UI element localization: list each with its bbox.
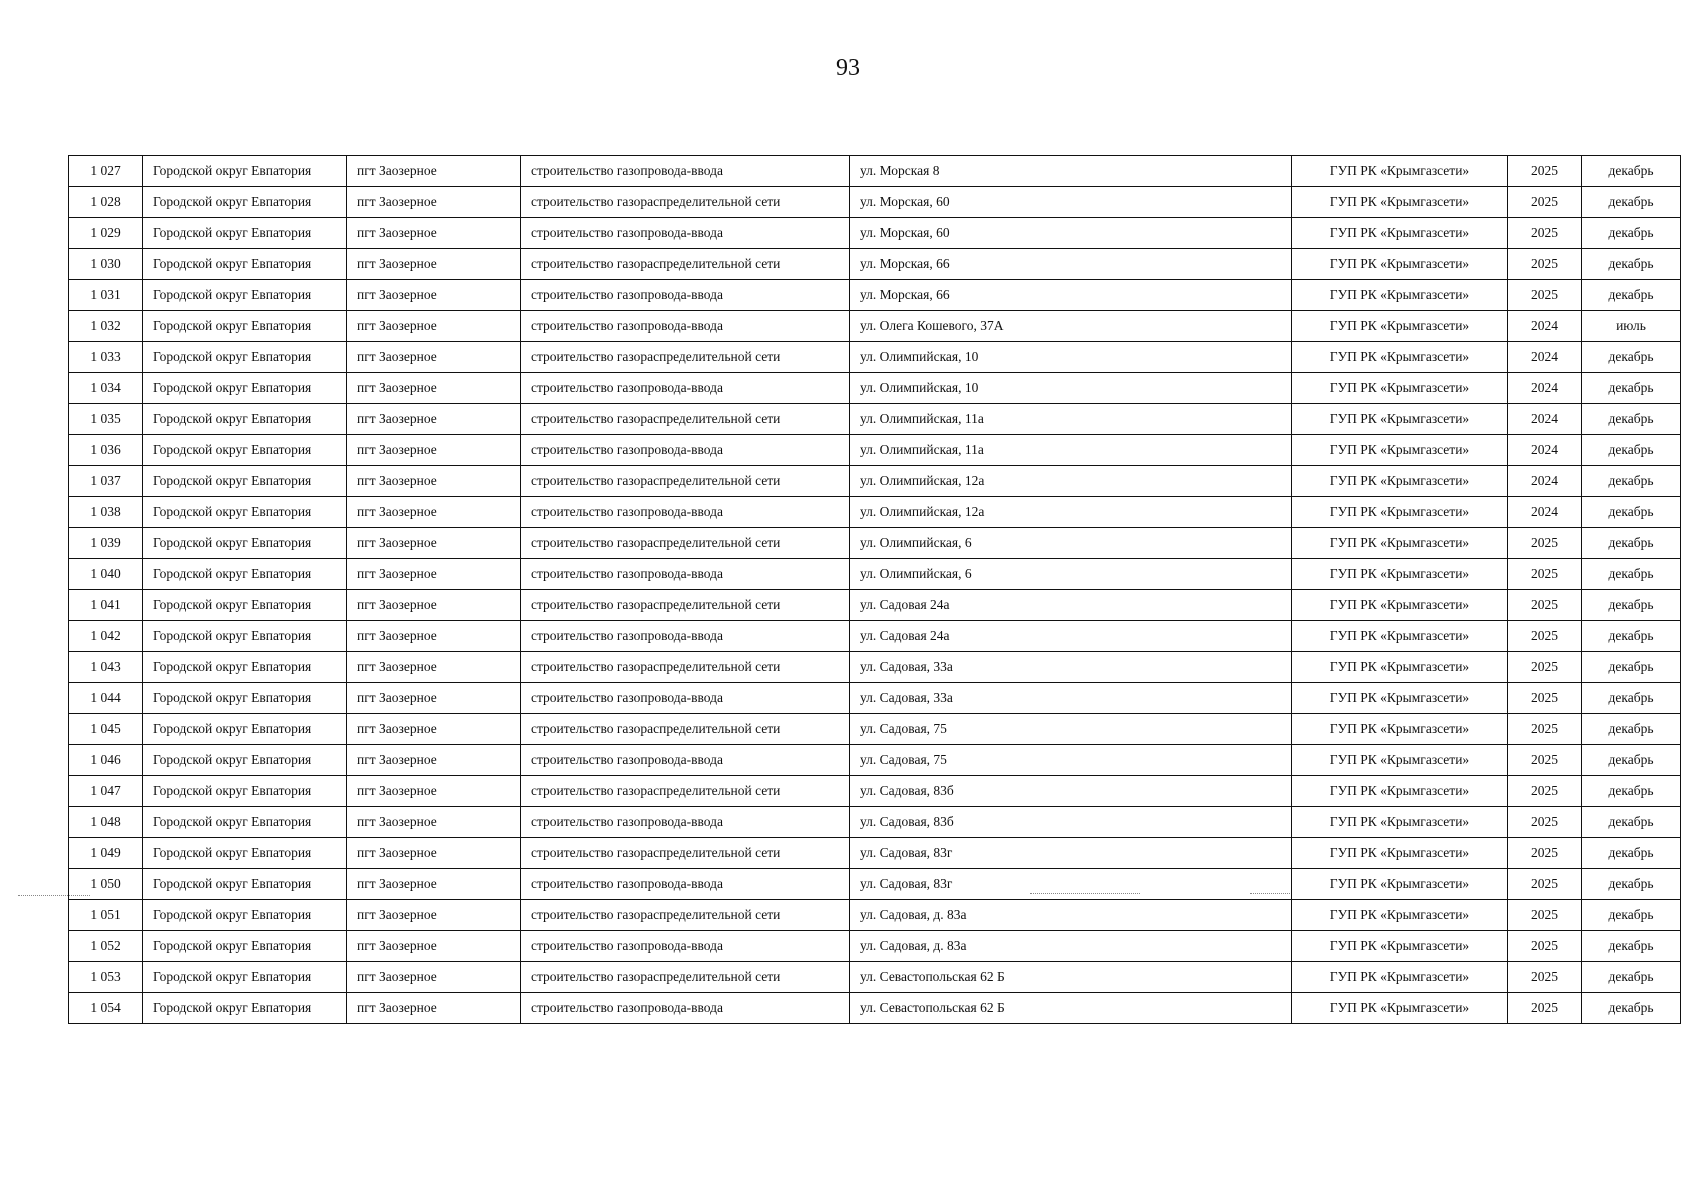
year-cell: 2025 <box>1508 900 1582 931</box>
row-number: 1 029 <box>69 218 143 249</box>
year-cell: 2025 <box>1508 156 1582 187</box>
table-row <box>69 900 1681 931</box>
work-type-cell: строительство газопровода-ввода <box>521 683 850 714</box>
district-cell: Городской округ Евпатория <box>143 962 347 993</box>
organization-cell: ГУП РК «Крымгазсети» <box>1292 962 1508 993</box>
table-row <box>69 404 1681 435</box>
locality-cell: пгт Заозерное <box>347 404 521 435</box>
organization-cell: ГУП РК «Крымгазсети» <box>1292 590 1508 621</box>
district-cell: Городской округ Евпатория <box>143 869 347 900</box>
row-number: 1 050 <box>69 869 143 900</box>
locality-cell: пгт Заозерное <box>347 497 521 528</box>
organization-cell: ГУП РК «Крымгазсети» <box>1292 776 1508 807</box>
district-cell: Городской округ Евпатория <box>143 807 347 838</box>
district-cell: Городской округ Евпатория <box>143 993 347 1024</box>
organization-cell: ГУП РК «Крымгазсети» <box>1292 404 1508 435</box>
work-type-cell: строительство газопровода-ввода <box>521 807 850 838</box>
month-cell: декабрь <box>1582 559 1681 590</box>
district-cell: Городской округ Евпатория <box>143 590 347 621</box>
organization-cell: ГУП РК «Крымгазсети» <box>1292 435 1508 466</box>
locality-cell: пгт Заозерное <box>347 962 521 993</box>
table-row <box>69 652 1681 683</box>
locality-cell: пгт Заозерное <box>347 993 521 1024</box>
month-cell: декабрь <box>1582 156 1681 187</box>
address-cell: ул. Садовая 24а <box>850 621 1292 652</box>
month-cell: декабрь <box>1582 404 1681 435</box>
organization-cell: ГУП РК «Крымгазсети» <box>1292 280 1508 311</box>
month-cell: декабрь <box>1582 497 1681 528</box>
year-cell: 2025 <box>1508 187 1582 218</box>
year-cell: 2024 <box>1508 435 1582 466</box>
month-cell: декабрь <box>1582 528 1681 559</box>
row-number: 1 038 <box>69 497 143 528</box>
table-row <box>69 218 1681 249</box>
locality-cell: пгт Заозерное <box>347 342 521 373</box>
table-row <box>69 590 1681 621</box>
organization-cell: ГУП РК «Крымгазсети» <box>1292 466 1508 497</box>
month-cell: декабрь <box>1582 249 1681 280</box>
table-row <box>69 993 1681 1024</box>
address-cell: ул. Олимпийская, 6 <box>850 528 1292 559</box>
work-type-cell: строительство газопровода-ввода <box>521 869 850 900</box>
work-type-cell: строительство газораспределительной сети <box>521 404 850 435</box>
scan-artifact <box>18 895 90 897</box>
organization-cell: ГУП РК «Крымгазсети» <box>1292 621 1508 652</box>
table-row <box>69 187 1681 218</box>
year-cell: 2024 <box>1508 497 1582 528</box>
row-number: 1 047 <box>69 776 143 807</box>
locality-cell: пгт Заозерное <box>347 435 521 466</box>
row-number: 1 052 <box>69 931 143 962</box>
work-type-cell: строительство газопровода-ввода <box>521 497 850 528</box>
work-type-cell: строительство газопровода-ввода <box>521 311 850 342</box>
row-number: 1 039 <box>69 528 143 559</box>
locality-cell: пгт Заозерное <box>347 931 521 962</box>
scan-artifact <box>1250 893 1290 895</box>
table-body <box>69 156 1681 1024</box>
locality-cell: пгт Заозерное <box>347 249 521 280</box>
work-type-cell: строительство газораспределительной сети <box>521 714 850 745</box>
organization-cell: ГУП РК «Крымгазсети» <box>1292 156 1508 187</box>
locality-cell: пгт Заозерное <box>347 652 521 683</box>
row-number: 1 054 <box>69 993 143 1024</box>
table-row <box>69 559 1681 590</box>
organization-cell: ГУП РК «Крымгазсети» <box>1292 311 1508 342</box>
organization-cell: ГУП РК «Крымгазсети» <box>1292 342 1508 373</box>
table-row <box>69 683 1681 714</box>
scan-artifact <box>1030 893 1140 895</box>
locality-cell: пгт Заозерное <box>347 311 521 342</box>
organization-cell: ГУП РК «Крымгазсети» <box>1292 373 1508 404</box>
row-number: 1 053 <box>69 962 143 993</box>
address-cell: ул. Олимпийская, 10 <box>850 342 1292 373</box>
table-row <box>69 745 1681 776</box>
year-cell: 2025 <box>1508 280 1582 311</box>
month-cell: декабрь <box>1582 683 1681 714</box>
year-cell: 2024 <box>1508 404 1582 435</box>
table-row <box>69 807 1681 838</box>
organization-cell: ГУП РК «Крымгазсети» <box>1292 187 1508 218</box>
district-cell: Городской округ Евпатория <box>143 187 347 218</box>
year-cell: 2025 <box>1508 869 1582 900</box>
month-cell: декабрь <box>1582 714 1681 745</box>
address-cell: ул. Олимпийская, 11а <box>850 404 1292 435</box>
month-cell: декабрь <box>1582 218 1681 249</box>
locality-cell: пгт Заозерное <box>347 621 521 652</box>
district-cell: Городской округ Евпатория <box>143 900 347 931</box>
row-number: 1 035 <box>69 404 143 435</box>
address-cell: ул. Садовая, д. 83а <box>850 931 1292 962</box>
table-row <box>69 962 1681 993</box>
address-cell: ул. Олега Кошевого, 37А <box>850 311 1292 342</box>
table-row <box>69 280 1681 311</box>
district-cell: Городской округ Евпатория <box>143 652 347 683</box>
month-cell: декабрь <box>1582 280 1681 311</box>
organization-cell: ГУП РК «Крымгазсети» <box>1292 993 1508 1024</box>
district-cell: Городской округ Евпатория <box>143 466 347 497</box>
table-row <box>69 311 1681 342</box>
work-type-cell: строительство газопровода-ввода <box>521 280 850 311</box>
work-type-cell: строительство газопровода-ввода <box>521 435 850 466</box>
month-cell: декабрь <box>1582 187 1681 218</box>
organization-cell: ГУП РК «Крымгазсети» <box>1292 931 1508 962</box>
locality-cell: пгт Заозерное <box>347 776 521 807</box>
locality-cell: пгт Заозерное <box>347 714 521 745</box>
row-number: 1 040 <box>69 559 143 590</box>
month-cell: декабрь <box>1582 621 1681 652</box>
locality-cell: пгт Заозерное <box>347 838 521 869</box>
address-cell: ул. Садовая, 83б <box>850 776 1292 807</box>
month-cell: декабрь <box>1582 993 1681 1024</box>
row-number: 1 036 <box>69 435 143 466</box>
organization-cell: ГУП РК «Крымгазсети» <box>1292 900 1508 931</box>
district-cell: Городской округ Евпатория <box>143 683 347 714</box>
table-row <box>69 621 1681 652</box>
month-cell: декабрь <box>1582 342 1681 373</box>
district-cell: Городской округ Евпатория <box>143 776 347 807</box>
year-cell: 2025 <box>1508 838 1582 869</box>
address-cell: ул. Севастопольская 62 Б <box>850 993 1292 1024</box>
month-cell: декабрь <box>1582 962 1681 993</box>
work-type-cell: строительство газопровода-ввода <box>521 373 850 404</box>
gas-works-table <box>68 155 1681 1024</box>
organization-cell: ГУП РК «Крымгазсети» <box>1292 249 1508 280</box>
year-cell: 2025 <box>1508 249 1582 280</box>
district-cell: Городской округ Евпатория <box>143 714 347 745</box>
address-cell: ул. Садовая, 33а <box>850 652 1292 683</box>
locality-cell: пгт Заозерное <box>347 869 521 900</box>
district-cell: Городской округ Евпатория <box>143 280 347 311</box>
locality-cell: пгт Заозерное <box>347 466 521 497</box>
address-cell: ул. Садовая, д. 83а <box>850 900 1292 931</box>
locality-cell: пгт Заозерное <box>347 683 521 714</box>
row-number: 1 027 <box>69 156 143 187</box>
row-number: 1 049 <box>69 838 143 869</box>
address-cell: ул. Олимпийская, 11а <box>850 435 1292 466</box>
year-cell: 2025 <box>1508 590 1582 621</box>
year-cell: 2024 <box>1508 466 1582 497</box>
district-cell: Городской округ Евпатория <box>143 311 347 342</box>
organization-cell: ГУП РК «Крымгазсети» <box>1292 745 1508 776</box>
work-type-cell: строительство газораспределительной сети <box>521 342 850 373</box>
month-cell: июль <box>1582 311 1681 342</box>
locality-cell: пгт Заозерное <box>347 807 521 838</box>
work-type-cell: строительство газопровода-ввода <box>521 559 850 590</box>
table-row <box>69 931 1681 962</box>
month-cell: декабрь <box>1582 869 1681 900</box>
address-cell: ул. Севастопольская 62 Б <box>850 962 1292 993</box>
month-cell: декабрь <box>1582 807 1681 838</box>
month-cell: декабрь <box>1582 590 1681 621</box>
work-type-cell: строительство газопровода-ввода <box>521 218 850 249</box>
year-cell: 2025 <box>1508 931 1582 962</box>
work-type-cell: строительство газопровода-ввода <box>521 156 850 187</box>
table-row <box>69 869 1681 900</box>
year-cell: 2025 <box>1508 807 1582 838</box>
address-cell: ул. Садовая 24а <box>850 590 1292 621</box>
year-cell: 2025 <box>1508 683 1582 714</box>
row-number: 1 042 <box>69 621 143 652</box>
row-number: 1 046 <box>69 745 143 776</box>
row-number: 1 048 <box>69 807 143 838</box>
row-number: 1 051 <box>69 900 143 931</box>
work-type-cell: строительство газораспределительной сети <box>521 962 850 993</box>
organization-cell: ГУП РК «Крымгазсети» <box>1292 528 1508 559</box>
address-cell: ул. Садовая, 75 <box>850 745 1292 776</box>
year-cell: 2025 <box>1508 993 1582 1024</box>
address-cell: ул. Садовая, 33а <box>850 683 1292 714</box>
year-cell: 2024 <box>1508 311 1582 342</box>
year-cell: 2025 <box>1508 714 1582 745</box>
organization-cell: ГУП РК «Крымгазсети» <box>1292 218 1508 249</box>
month-cell: декабрь <box>1582 931 1681 962</box>
address-cell: ул. Садовая, 75 <box>850 714 1292 745</box>
year-cell: 2025 <box>1508 621 1582 652</box>
locality-cell: пгт Заозерное <box>347 218 521 249</box>
year-cell: 2025 <box>1508 776 1582 807</box>
address-cell: ул. Олимпийская, 10 <box>850 373 1292 404</box>
address-cell: ул. Садовая, 83г <box>850 869 1292 900</box>
address-cell: ул. Олимпийская, 6 <box>850 559 1292 590</box>
district-cell: Городской округ Евпатория <box>143 931 347 962</box>
locality-cell: пгт Заозерное <box>347 590 521 621</box>
locality-cell: пгт Заозерное <box>347 900 521 931</box>
district-cell: Городской округ Евпатория <box>143 373 347 404</box>
row-number: 1 033 <box>69 342 143 373</box>
work-type-cell: строительство газораспределительной сети <box>521 652 850 683</box>
district-cell: Городской округ Евпатория <box>143 342 347 373</box>
year-cell: 2025 <box>1508 218 1582 249</box>
work-type-cell: строительство газораспределительной сети <box>521 528 850 559</box>
row-number: 1 031 <box>69 280 143 311</box>
work-type-cell: строительство газораспределительной сети <box>521 838 850 869</box>
address-cell: ул. Морская 8 <box>850 156 1292 187</box>
year-cell: 2025 <box>1508 528 1582 559</box>
locality-cell: пгт Заозерное <box>347 187 521 218</box>
organization-cell: ГУП РК «Крымгазсети» <box>1292 652 1508 683</box>
year-cell: 2025 <box>1508 559 1582 590</box>
organization-cell: ГУП РК «Крымгазсети» <box>1292 559 1508 590</box>
locality-cell: пгт Заозерное <box>347 559 521 590</box>
month-cell: декабрь <box>1582 838 1681 869</box>
address-cell: ул. Садовая, 83г <box>850 838 1292 869</box>
row-number: 1 043 <box>69 652 143 683</box>
address-cell: ул. Садовая, 83б <box>850 807 1292 838</box>
table-row <box>69 342 1681 373</box>
district-cell: Городской округ Евпатория <box>143 249 347 280</box>
month-cell: декабрь <box>1582 745 1681 776</box>
month-cell: декабрь <box>1582 652 1681 683</box>
row-number: 1 045 <box>69 714 143 745</box>
row-number: 1 034 <box>69 373 143 404</box>
table-row <box>69 838 1681 869</box>
table-row <box>69 528 1681 559</box>
organization-cell: ГУП РК «Крымгазсети» <box>1292 683 1508 714</box>
district-cell: Городской округ Евпатория <box>143 528 347 559</box>
table-row <box>69 435 1681 466</box>
address-cell: ул. Олимпийская, 12а <box>850 466 1292 497</box>
organization-cell: ГУП РК «Крымгазсети» <box>1292 869 1508 900</box>
table-row <box>69 714 1681 745</box>
district-cell: Городской округ Евпатория <box>143 156 347 187</box>
table-row <box>69 497 1681 528</box>
work-type-cell: строительство газопровода-ввода <box>521 993 850 1024</box>
district-cell: Городской округ Евпатория <box>143 435 347 466</box>
row-number: 1 028 <box>69 187 143 218</box>
year-cell: 2024 <box>1508 342 1582 373</box>
work-type-cell: строительство газораспределительной сети <box>521 249 850 280</box>
district-cell: Городской округ Евпатория <box>143 218 347 249</box>
row-number: 1 030 <box>69 249 143 280</box>
year-cell: 2025 <box>1508 962 1582 993</box>
organization-cell: ГУП РК «Крымгазсети» <box>1292 497 1508 528</box>
work-type-cell: строительство газопровода-ввода <box>521 931 850 962</box>
year-cell: 2025 <box>1508 745 1582 776</box>
district-cell: Городской округ Евпатория <box>143 745 347 776</box>
row-number: 1 041 <box>69 590 143 621</box>
row-number: 1 044 <box>69 683 143 714</box>
table-row <box>69 249 1681 280</box>
district-cell: Городской округ Евпатория <box>143 497 347 528</box>
organization-cell: ГУП РК «Крымгазсети» <box>1292 807 1508 838</box>
work-type-cell: строительство газораспределительной сети <box>521 590 850 621</box>
work-type-cell: строительство газопровода-ввода <box>521 621 850 652</box>
locality-cell: пгт Заозерное <box>347 156 521 187</box>
district-cell: Городской округ Евпатория <box>143 559 347 590</box>
locality-cell: пгт Заозерное <box>347 528 521 559</box>
row-number: 1 037 <box>69 466 143 497</box>
district-cell: Городской округ Евпатория <box>143 838 347 869</box>
address-cell: ул. Олимпийская, 12а <box>850 497 1292 528</box>
table-row <box>69 156 1681 187</box>
month-cell: декабрь <box>1582 900 1681 931</box>
locality-cell: пгт Заозерное <box>347 373 521 404</box>
district-cell: Городской округ Евпатория <box>143 621 347 652</box>
address-cell: ул. Морская, 60 <box>850 187 1292 218</box>
work-type-cell: строительство газораспределительной сети <box>521 900 850 931</box>
work-type-cell: строительство газораспределительной сети <box>521 466 850 497</box>
district-cell: Городской округ Евпатория <box>143 404 347 435</box>
locality-cell: пгт Заозерное <box>347 280 521 311</box>
table-row <box>69 776 1681 807</box>
year-cell: 2025 <box>1508 652 1582 683</box>
row-number: 1 032 <box>69 311 143 342</box>
month-cell: декабрь <box>1582 466 1681 497</box>
address-cell: ул. Морская, 60 <box>850 218 1292 249</box>
month-cell: декабрь <box>1582 776 1681 807</box>
work-type-cell: строительство газораспределительной сети <box>521 187 850 218</box>
organization-cell: ГУП РК «Крымгазсети» <box>1292 714 1508 745</box>
year-cell: 2024 <box>1508 373 1582 404</box>
month-cell: декабрь <box>1582 373 1681 404</box>
work-type-cell: строительство газораспределительной сети <box>521 776 850 807</box>
page-number: 93 <box>836 55 860 81</box>
table-row <box>69 373 1681 404</box>
locality-cell: пгт Заозерное <box>347 745 521 776</box>
address-cell: ул. Морская, 66 <box>850 249 1292 280</box>
table-row <box>69 466 1681 497</box>
work-type-cell: строительство газопровода-ввода <box>521 745 850 776</box>
month-cell: декабрь <box>1582 435 1681 466</box>
organization-cell: ГУП РК «Крымгазсети» <box>1292 838 1508 869</box>
address-cell: ул. Морская, 66 <box>850 280 1292 311</box>
